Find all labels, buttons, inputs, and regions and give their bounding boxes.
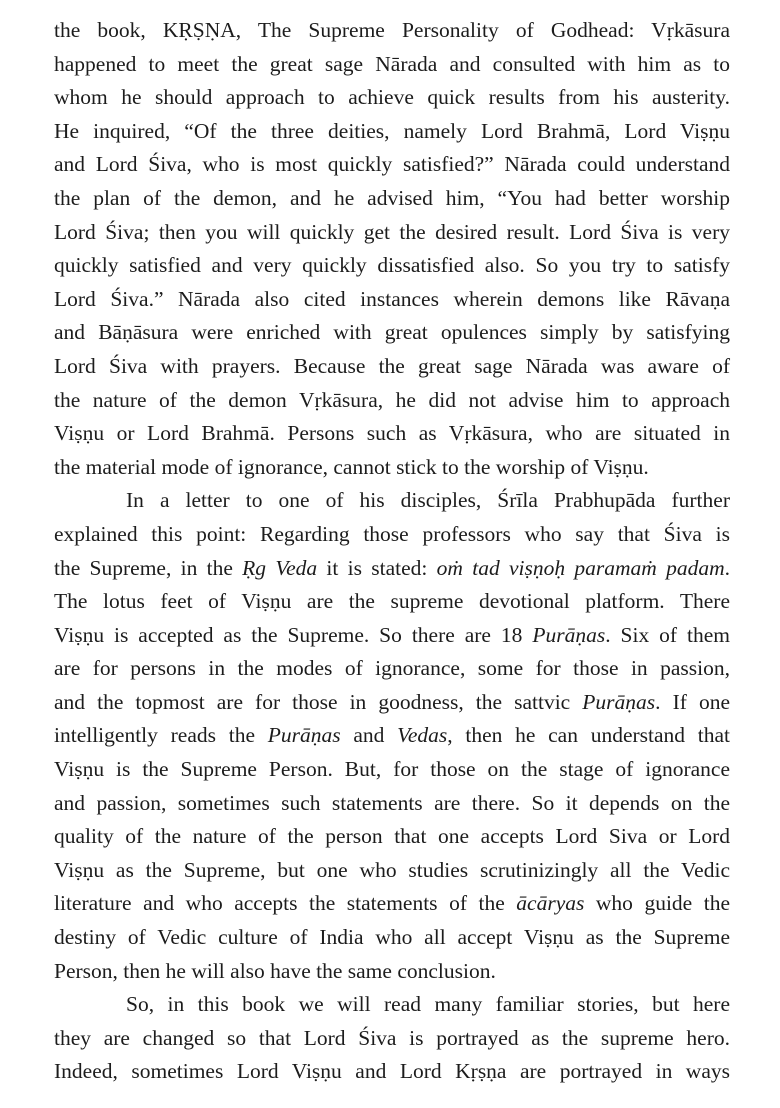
text-line (54, 484, 730, 518)
text-line (54, 316, 730, 350)
text-line (54, 955, 730, 989)
text-line (54, 417, 730, 451)
text-line (54, 115, 730, 149)
text-line (54, 652, 730, 686)
text-run: In a letter to one of his disciples, Śrīla Prabhupāda further (126, 488, 730, 513)
text-line (54, 787, 730, 821)
text-line (54, 182, 730, 216)
book-page (54, 14, 730, 1089)
text-line (54, 1022, 730, 1056)
italic-text: Purāṇas (582, 689, 656, 714)
text-line (54, 148, 730, 182)
text-run: He inquired, “Of the three deities, namely Lord Brahmā, Lord Viṣṇu (54, 118, 730, 143)
text-run: intelligently reads the (54, 723, 268, 748)
text-run: Viṣṇu as the Supreme, but one who studies scrutinizingly all the Vedic (54, 857, 730, 882)
text-line (54, 216, 730, 250)
text-run: explained this point: Regarding those professors who say that Śiva is (54, 521, 730, 546)
text-run: and Bāṇāsura were enriched with great opulences simply by satisfying (54, 320, 730, 345)
text-run: . If one (655, 689, 730, 714)
text-line (54, 753, 730, 787)
text-line (54, 585, 730, 619)
text-run: whom he should approach to achieve quick results from his austerity. (54, 85, 730, 110)
text-line (54, 719, 730, 753)
text-run: quickly satisfied and very quickly dissatisfied also. So you try to satisfy (54, 253, 730, 278)
text-run: Viṣṇu is accepted as the Supreme. So there are 18 (54, 622, 533, 647)
italic-text: Purāṇas (532, 622, 606, 647)
text-run: it is stated: (317, 555, 437, 580)
text-run: Viṣṇu is the Supreme Person. But, for those on the stage of ignorance (54, 757, 730, 782)
text-line (54, 451, 730, 485)
text-run: and (340, 723, 398, 748)
text-run: Viṣṇu or Lord Brahmā. Persons such as Vṛkāsura, who are situated in (54, 421, 730, 446)
italic-text: Vedas (397, 723, 448, 748)
text-run: Person, then he will also have the same conclusion. (54, 958, 496, 983)
text-line (54, 619, 730, 653)
italic-text: oṁ tad viṣṇoḥ paramaṁ padam (436, 555, 725, 580)
text-line (54, 854, 730, 888)
text-line (54, 81, 730, 115)
text-run: the plan of the demon, and he advised him, “You had better worship (54, 185, 730, 210)
text-run: . (724, 555, 730, 580)
text-line (54, 1055, 730, 1089)
italic-text: Purāṇas (267, 723, 341, 748)
text-run: Lord Śiva.” Nārada also cited instances wherein demons like Rāvaṇa (54, 286, 730, 311)
text-run: the nature of the demon Vṛkāsura, he did not advise him to approach (54, 387, 730, 412)
text-run: are for persons in the modes of ignorance, some for those in passion, (54, 656, 730, 681)
text-line (54, 887, 730, 921)
text-run: . Six of them (605, 622, 730, 647)
text-run: and Lord Śiva, who is most quickly satisfied?” Nārada could understand (54, 152, 730, 177)
text-run: the book, KṚṢṆA, The Supreme Personality of Godhead: Vṛkāsura (54, 18, 730, 42)
text-run: and the topmost are for those in goodness, the sattvic (54, 689, 583, 714)
text-line (54, 686, 730, 720)
text-run: So, in this book we will read many familiar stories, but here (126, 992, 730, 1017)
text-line (54, 820, 730, 854)
text-line (54, 518, 730, 552)
text-run: and passion, sometimes such statements are there. So it depends on the (54, 790, 730, 815)
text-line (54, 249, 730, 283)
text-line (54, 384, 730, 418)
text-run: who guide the (584, 891, 730, 916)
text-run: they are changed so that Lord Śiva is portrayed as the supreme hero. (54, 1025, 730, 1050)
italic-text: ācāryas (516, 891, 585, 916)
italic-text: Ṛg Veda (242, 555, 318, 580)
text-run: Indeed, sometimes Lord Viṣṇu and Lord Kṛṣṇa are portrayed in ways (54, 1059, 730, 1084)
text-run: The lotus feet of Viṣṇu are the supreme devotional platform. There (54, 589, 730, 614)
text-line (54, 921, 730, 955)
text-run: Lord Śiva; then you will quickly get the desired result. Lord Śiva is very (54, 219, 730, 244)
text-run: happened to meet the great sage Nārada and consulted with him as to (54, 51, 730, 76)
text-line (54, 552, 730, 586)
text-run: literature and who accepts the statements of the (54, 891, 517, 916)
text-run: , then he can understand that (447, 723, 730, 748)
text-run: quality of the nature of the person that one accepts Lord Siva or Lord (54, 824, 730, 849)
text-line (54, 350, 730, 384)
text-run: the material mode of ignorance, cannot stick to the worship of Viṣṇu. (54, 454, 649, 479)
text-line (54, 14, 730, 48)
text-run: Lord Śiva with prayers. Because the great sage Nārada was aware of (54, 353, 730, 378)
text-run: destiny of Vedic culture of India who all accept Viṣṇu as the Supreme (54, 925, 730, 950)
text-line (54, 283, 730, 317)
paragraph (54, 14, 730, 484)
text-line (54, 988, 730, 1022)
text-run: the Supreme, in the (54, 555, 243, 580)
text-line (54, 48, 730, 82)
paragraph (54, 988, 730, 1089)
paragraph (54, 484, 730, 988)
